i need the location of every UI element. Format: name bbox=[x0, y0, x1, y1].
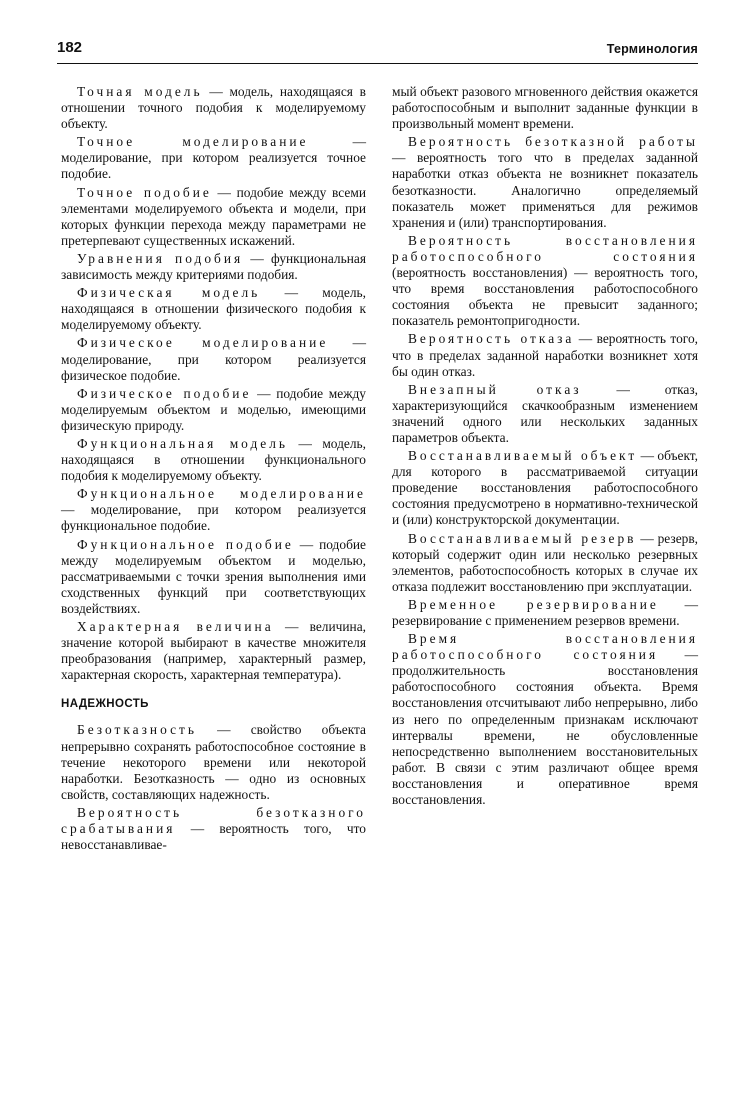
entry-term: Уравнения подобия bbox=[77, 250, 244, 266]
entry-definition: — продолжительность восстановления работоспособного состояния объекта. Время восстановления отсчитывают либо непрерывно, либо из него по определенным признакам исключают интервалы времени, не обусловленные непосредственно выполнением восстановительных работ. В связи с этим различают общее время восстановления и оперативное время восстановления. bbox=[392, 647, 698, 808]
glossary-entry bbox=[392, 597, 698, 629]
entry-term: Вероятность отказа bbox=[408, 331, 575, 347]
glossary-entry bbox=[61, 805, 366, 853]
entry-definition: — объект, для которого в рассматриваемой ситуации проведение восстановления работоспособного состояния предусмотрено в нормативно-технической и (или) конструкторской документации. bbox=[392, 448, 698, 528]
section-heading: НАДЕЖНОСТЬ bbox=[61, 698, 149, 711]
entry-term: Вероятность восстановления работоспособного состояния bbox=[392, 232, 698, 264]
entry-definition: — резерв, который содержит один или несколько резервных элементов, работоспособность которых в случае их отказа подлежит восстановлению при эксплуатации. bbox=[392, 530, 698, 594]
entry-term: Физическая модель bbox=[77, 285, 261, 301]
entry-term: Вероятность безотказной работы bbox=[408, 134, 698, 150]
glossary-entry bbox=[61, 134, 366, 182]
entry-term: Точное подобие bbox=[77, 184, 212, 200]
entry-definition: — величина, значение которой выбирают в качестве множителя преобразования (например, характерный размер, характерная скорость, характерная температура). bbox=[61, 619, 367, 683]
entry-definition: — подобие между моделируемым объектом и моделью, имеющими физическую природу. bbox=[61, 385, 366, 433]
right-column bbox=[392, 84, 698, 810]
running-title: Терминология bbox=[606, 42, 698, 56]
entry-definition: — моделирование, при котором реализуется физическое подобие. bbox=[61, 335, 366, 383]
glossary-entry bbox=[61, 722, 366, 802]
entry-definition: — вероятность того что в пределах заданной наработки отказ объекта не возникнет показатель безотказности. Аналогично определяемый показатель может применяться для режимов хранения и (или) транспортирования. bbox=[392, 150, 698, 230]
entry-term: Функциональная модель bbox=[77, 435, 289, 451]
entry-continuation: мый объект разового мгновенного действия окажется работоспособным и выполнит заданные функции в произвольный момент времени. bbox=[392, 84, 698, 132]
entry-definition: — вероятность того, что невосстанавливае- bbox=[61, 821, 366, 853]
entry-definition: — вероятность того, что в пределах заданной наработки возникнет хотя бы один отказ. bbox=[392, 331, 698, 379]
entry-term: Функциональное подобие bbox=[77, 536, 294, 552]
glossary-entry bbox=[392, 233, 698, 330]
glossary-entry bbox=[61, 335, 366, 383]
entry-definition: — отказ, характеризующийся скачкообразным изменением значений одного или нескольких заданных параметров объекта. bbox=[392, 381, 698, 445]
entry-definition: — свойство объекта непрерывно сохранять работоспособное состояние в течение некоторого времени или некоторой наработки. Безотказность — одно из основных свойств, составляющих надежность. bbox=[61, 722, 366, 802]
glossary-entry bbox=[61, 619, 366, 683]
entry-term: Время восстановления работоспособного состояния bbox=[392, 631, 698, 663]
header-rule bbox=[57, 63, 698, 64]
entry-definition: — моделирование, при котором реализуется функциональное подобие. bbox=[61, 502, 366, 534]
page-header bbox=[57, 34, 698, 56]
entry-term: Характерная величина bbox=[77, 619, 274, 634]
entry-definition: — подобие между моделируемым объектом и моделью, рассматриваемыми с точки зрения выполнения ими сходственных функций при соответствующих воздействиях. bbox=[61, 536, 366, 616]
glossary-entry bbox=[392, 331, 698, 379]
entry-definition: — подобие между всеми элементами моделируемого объекта и модели, при которых функции перехода между параметрами не претерпевают существенных искажений. bbox=[61, 184, 366, 248]
entry-term: Вероятность безотказного срабатывания bbox=[61, 804, 366, 837]
glossary-entry bbox=[61, 486, 366, 534]
glossary-entry bbox=[61, 251, 366, 283]
entry-term: Физическое моделирование bbox=[77, 335, 329, 351]
glossary-entry bbox=[61, 386, 366, 434]
entry-term: Временное резервирование bbox=[408, 596, 659, 612]
glossary-entry bbox=[61, 185, 366, 249]
glossary-entry bbox=[392, 382, 698, 446]
entry-definition: (вероятность восстановления) — вероятность того, что время восстановления работоспособного состояния объекта не превысит заданного; показатель ремонтопригодности. bbox=[392, 265, 698, 329]
entry-term: Безотказность bbox=[77, 722, 198, 738]
entry-definition: — модель, находящаяся в отношении точного подобия к моделируемому объекту. bbox=[61, 84, 367, 132]
entry-definition: — модель, находящаяся в отношении функционального подобия к моделируемому объекту. bbox=[61, 435, 367, 484]
glossary-entry bbox=[392, 531, 698, 595]
glossary-entry bbox=[61, 436, 366, 484]
glossary-entry bbox=[392, 448, 698, 528]
entry-term: Внезапный отказ bbox=[408, 381, 582, 397]
page-number: 182 bbox=[57, 39, 83, 56]
entry-definition: — функциональная зависимость между критериями подобия. bbox=[61, 250, 366, 283]
left-column bbox=[61, 84, 366, 855]
entry-term: Физическое подобие bbox=[77, 385, 252, 401]
glossary-entry bbox=[392, 134, 698, 231]
entry-term: Функциональное моделирование bbox=[77, 486, 366, 502]
entry-term: Точная модель bbox=[77, 84, 203, 99]
entry-definition: — модель, находящаяся в отношении физического подобия к моделируемому объекту. bbox=[61, 285, 366, 333]
glossary-entry bbox=[61, 84, 366, 132]
entry-term: Восстанавливаемый резерв bbox=[408, 530, 637, 546]
entry-definition: — моделирование, при котором реализуется точное подобие. bbox=[61, 134, 366, 182]
entry-definition: — резервирование с применением резервов времени. bbox=[392, 596, 698, 628]
entry-term: Восстанавливаемый объект bbox=[408, 448, 638, 464]
glossary-entry bbox=[61, 285, 366, 333]
entry-term: Точное моделирование bbox=[77, 134, 309, 150]
glossary-entry bbox=[392, 631, 698, 808]
glossary-entry bbox=[61, 537, 366, 617]
